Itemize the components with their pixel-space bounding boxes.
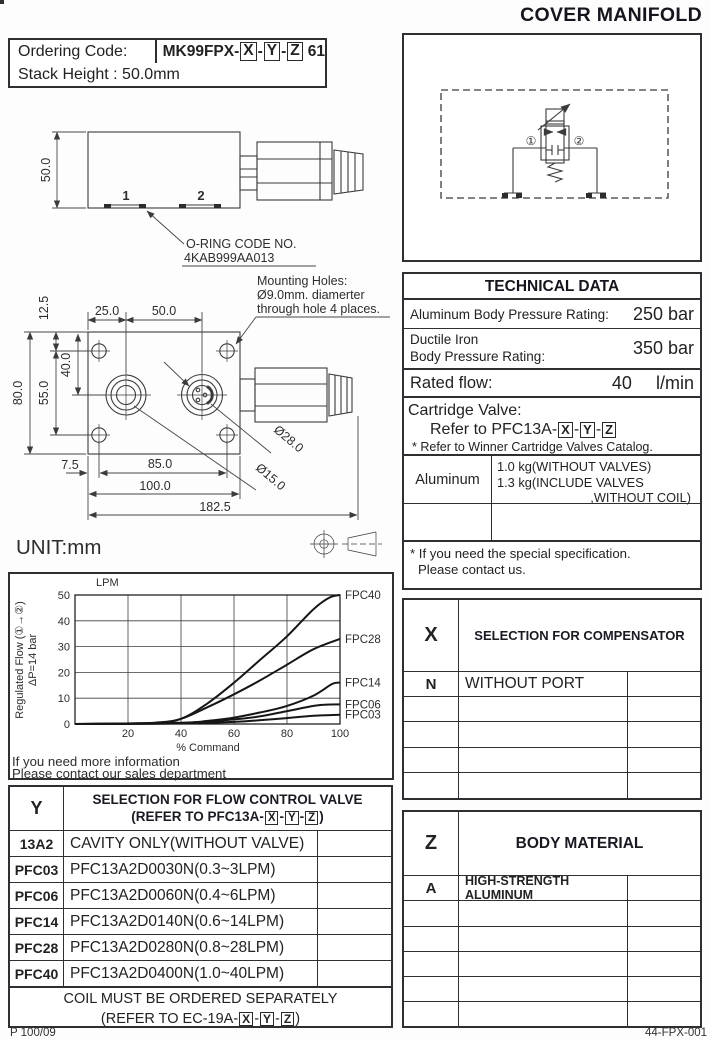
x-letter: X — [404, 600, 459, 671]
ductile-rating-label: Ductile Iron Body Pressure Rating: — [410, 331, 546, 364]
z-placeholder-box: Z — [287, 42, 302, 60]
svg-text:50: 50 — [57, 590, 70, 602]
y-axis-label-line1: Regulated Flow (①→②) — [14, 601, 26, 719]
mounting-note-line2: Ø9.0mm. diamerter — [257, 288, 365, 302]
z-letter: Z — [404, 812, 459, 875]
y-unit-label: LPM — [96, 577, 119, 589]
dim-25: 25.0 — [94, 304, 120, 318]
table-row — [404, 901, 700, 926]
y-placeholder-box: Y — [260, 1012, 274, 1027]
table-row: PFC03 PFC13A2D0030N(0.3~3LPM) — [10, 857, 391, 883]
cartridge-ref: Refer to PFC13A- X - Y - Z — [408, 420, 700, 439]
svg-text:FPC40: FPC40 — [345, 590, 381, 602]
rated-flow-row — [404, 370, 700, 398]
svg-text:20: 20 — [57, 667, 70, 680]
top-view-dimensions — [24, 312, 390, 520]
svg-text:FPC28: FPC28 — [345, 633, 381, 646]
side-view-body — [88, 132, 363, 208]
chart-note-line1: If you need more information — [12, 754, 180, 769]
dim-85: 85.0 — [147, 457, 173, 471]
table-row — [404, 773, 700, 798]
table-row: PFC28 PFC13A2D0280N(0.8~28LPM) — [10, 935, 391, 961]
cartridge-note: * Refer to Winner Cartridge Valves Catalog. — [412, 440, 653, 455]
table-row: PFC06 PFC13A2D0060N(0.4~6LPM) — [10, 883, 391, 909]
oring-note-line2: 4KAB999AA013 — [184, 251, 275, 265]
table-row — [404, 1002, 700, 1027]
svg-text:40: 40 — [57, 615, 70, 628]
table-row: 13A2 CAVITY ONLY(WITHOUT VALVE) — [10, 831, 391, 857]
table-row — [404, 722, 700, 747]
x-placeholder-box: X — [558, 422, 573, 438]
y-placeholder-box: Y — [580, 422, 595, 438]
unit-label: UNIT:mm — [16, 536, 102, 559]
x-axis-label: % Command — [176, 742, 240, 754]
dim-80: 80.0 — [11, 380, 25, 406]
svg-text:100: 100 — [330, 728, 350, 740]
side-view-dimensions — [52, 132, 86, 208]
special-specification-note: * If you need the special specification. Please contact us. — [410, 546, 631, 577]
mounting-note-line1: Mounting Holes: — [257, 274, 348, 288]
y-placeholder-box: Y — [285, 811, 299, 825]
svg-text:FPC03: FPC03 — [345, 709, 381, 722]
body-material-table — [402, 810, 702, 1028]
chart-note-line2: Please contact our sales department — [12, 766, 227, 781]
svg-text:FPC06: FPC06 — [345, 699, 381, 712]
svg-text:60: 60 — [227, 728, 241, 740]
ductile-rating-row — [404, 329, 700, 370]
aluminum-rating-label: Aluminum Body Pressure Rating: — [410, 306, 609, 322]
coil-note: COIL MUST BE ORDERED SEPARATELY (REFER TO EC-19A- X - Y - Z ) — [10, 987, 391, 1029]
technical-data-panel — [402, 272, 702, 590]
footer-right: 44-FPX-001 — [645, 1027, 708, 1039]
mounting-note-line3: through hole 4 places. — [257, 302, 381, 316]
schematic-port-1: ① — [525, 134, 537, 148]
x-placeholder-box: X — [239, 1012, 253, 1027]
z-table-title: BODY MATERIAL — [515, 834, 644, 852]
y-table-header — [10, 787, 391, 831]
schematic-panel — [402, 33, 702, 262]
stack-height-row: Stack Height : 50.0mm — [8, 63, 327, 88]
z-placeholder-box: Z — [305, 811, 318, 825]
x-table-header — [404, 600, 700, 672]
coil-note-line2: (REFER TO EC-19A- X - Y - Z ) — [100, 1010, 301, 1027]
dim-100: 100.0 — [139, 479, 171, 493]
projection-symbol-icon — [310, 530, 382, 558]
weight-values: 1.0 kg(WITHOUT VALVES) 1.3 kg(INCLUDE VALVES ,WITHOUT COIL) — [497, 459, 691, 506]
ordering-code-value: MK99FPX- X - Y - Z 61 — [162, 42, 325, 60]
table-row — [404, 697, 700, 722]
compensator-selection-table — [402, 598, 702, 800]
dim-50-top: 50.0 — [151, 304, 177, 318]
aluminum-rating-row — [404, 300, 700, 329]
y-letter: Y — [10, 787, 64, 830]
dim-7-5: 7.5 — [61, 458, 79, 472]
ordering-code-row — [8, 38, 327, 65]
schematic-port-2: ② — [573, 134, 585, 148]
oring-note-line1: O-RING CODE NO. — [186, 237, 297, 251]
svg-text:20: 20 — [121, 728, 135, 740]
z-placeholder-box: Z — [281, 1012, 294, 1027]
table-row: PFC14 PFC13A2D0140N(0.6~14LPM) — [10, 909, 391, 935]
dim-182-5: 182.5 — [199, 500, 231, 514]
weight-material: Aluminum — [404, 456, 492, 503]
table-row — [404, 748, 700, 773]
technical-data-header: TECHNICAL DATA — [404, 274, 700, 300]
drawings-panel — [0, 0, 4, 4]
table-row — [404, 977, 700, 1002]
rated-flow-label: Rated flow: — [410, 373, 493, 392]
x-placeholder-box: X — [240, 42, 256, 60]
table-row — [404, 927, 700, 952]
dia-15: Ø15.0 — [253, 460, 289, 494]
technical-drawing — [8, 38, 394, 564]
x-table-title: SELECTION FOR COMPENSATOR — [474, 628, 685, 643]
z-table-header — [404, 812, 700, 876]
table-row — [404, 952, 700, 977]
weight-row-empty — [404, 504, 700, 540]
dim-40: 40.0 — [59, 352, 73, 378]
dim-12-5: 12.5 — [37, 295, 51, 321]
svg-text:FPC14: FPC14 — [345, 677, 381, 690]
weight-table — [404, 454, 700, 542]
table-row: A HIGH-STRENGTH ALUMINUM — [404, 876, 700, 901]
ordering-code-label: Ordering Code: — [10, 40, 157, 63]
z-placeholder-box: Z — [602, 422, 616, 438]
x-placeholder-box: X — [265, 811, 279, 825]
table-row: PFC40 PFC13A2D0400N(1.0~40LPM) — [10, 961, 391, 987]
svg-text:40: 40 — [174, 728, 188, 740]
dim-55: 55.0 — [37, 380, 51, 406]
footer-left: P 100/09 — [10, 1027, 56, 1039]
port-2-label: 2 — [197, 188, 205, 203]
y-axis-label-line2: ΔP=14 bar — [27, 633, 39, 687]
y-table-title: SELECTION FOR FLOW CONTROL VALVE (REFER TO PFC13A- X - Y - Z ) — [92, 791, 363, 824]
cartridge-valve-label: Cartridge Valve: — [408, 402, 522, 419]
y-table-title-line2: (REFER TO PFC13A- X - Y - Z ) — [131, 808, 324, 824]
page-title: COVER MANIFOLD — [520, 4, 702, 26]
dia-28: Ø28.0 — [271, 422, 307, 456]
rated-flow-value: 40 l/min — [611, 372, 694, 393]
flow-chart-panel — [8, 572, 394, 780]
flow-control-valve-selection-table — [8, 785, 393, 1028]
svg-text:10: 10 — [57, 693, 70, 706]
y-placeholder-box: Y — [264, 42, 280, 60]
table-row: N WITHOUT PORT — [404, 672, 700, 697]
port-1-label: 1 — [122, 188, 130, 203]
aluminum-rating-value: 250 bar — [632, 303, 694, 324]
top-view-body — [88, 332, 352, 454]
svg-text:80: 80 — [280, 728, 294, 740]
dim-50: 50.0 — [39, 157, 53, 183]
weight-row-aluminum — [404, 456, 700, 504]
svg-text:30: 30 — [57, 641, 70, 654]
cartridge-valve-block — [404, 398, 700, 454]
svg-text:0: 0 — [63, 719, 70, 731]
ductile-rating-value: 350 bar — [632, 338, 694, 358]
